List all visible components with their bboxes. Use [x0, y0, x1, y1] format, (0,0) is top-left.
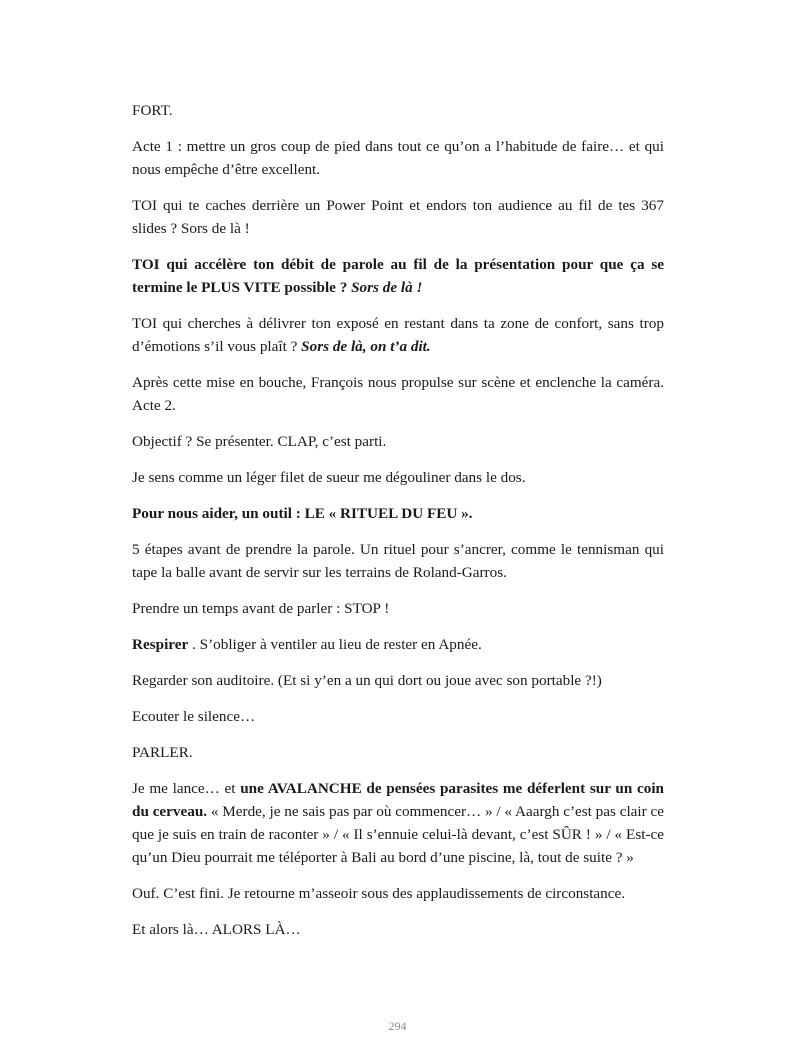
paragraph [132, 669, 664, 692]
text-segment: Pour nous aider, un outil : LE « RITUEL DU FEU ». [132, 505, 473, 522]
paragraph [132, 466, 664, 489]
text-segment: Prendre un temps avant de parler : STOP ! [132, 600, 390, 617]
paragraph [132, 430, 664, 453]
page-body [132, 99, 664, 954]
paragraph [132, 253, 664, 299]
text-segment: Ecouter le silence… [132, 708, 256, 725]
paragraph [132, 538, 664, 584]
paragraph [132, 597, 664, 620]
paragraph [132, 502, 664, 525]
text-segment: Sors de là, on t’a dit. [301, 338, 431, 355]
paragraph [132, 741, 664, 764]
text-segment: TOI qui cherches à délivrer ton exposé en restant dans ta zone de confort, sans trop d’émotions s’il vous plaît ? [132, 315, 664, 355]
text-segment: TOI qui te caches derrière un Power Point et endors ton audience au fil de tes 367 slides ? Sors de là ! [132, 197, 664, 237]
text-segment: Objectif ? Se présenter. CLAP, c’est parti. [132, 433, 387, 450]
paragraph [132, 777, 664, 869]
paragraph [132, 99, 664, 122]
paragraph [132, 194, 664, 240]
paragraph [132, 371, 664, 417]
text-segment: une AVALANCHE de pensées parasites me déferlent sur un coin du cerveau. [132, 780, 665, 820]
paragraph [132, 705, 664, 728]
paragraph [132, 633, 664, 656]
text-segment: Ouf. C’est fini. Je retourne m’asseoir sous des applaudissements de circonstance. [132, 885, 626, 902]
text-segment: Je me lance… et [132, 780, 241, 797]
text-segment: Regarder son auditoire. (Et si y’en a un qui dort ou joue avec son portable ?!) [132, 672, 602, 689]
text-segment: FORT. [132, 102, 173, 119]
text-segment: . S’obliger à ventiler au lieu de rester en Apnée. [188, 636, 482, 653]
page-number: 294 [388, 1019, 407, 1033]
paragraph [132, 918, 664, 941]
text-segment: Respirer [132, 636, 189, 653]
text-segment: Et alors là… ALORS LÀ… [132, 921, 301, 938]
text-segment: TOI qui accélère ton débit de parole au fil de la présentation pour que ça se termine le PLUS VITE possible ? [132, 256, 664, 296]
paragraph [132, 135, 664, 181]
text-segment: Après cette mise en bouche, François nous propulse sur scène et enclenche la caméra. Acte 2. [132, 374, 664, 414]
paragraph [132, 312, 664, 358]
text-segment: PARLER. [132, 744, 193, 761]
paragraph [132, 882, 664, 905]
text-segment: Sors de là ! [351, 279, 423, 296]
text-segment: Acte 1 : mettre un gros coup de pied dans tout ce qu’on a l’habitude de faire… et qui nous empêche d’être excellent. [132, 138, 664, 178]
text-segment: « Merde, je ne sais pas par où commencer… » / « Aaargh c’est pas clair ce que je suis en train de raconter » / « Il s’ennuie celui-là devant, c’est SÛR ! » / « Est-ce qu’un Dieu pourrait me téléporter à Bali au bord d’une piscine, là, tout de suite ? » [132, 803, 664, 866]
text-segment: 5 étapes avant de prendre la parole. Un rituel pour s’ancrer, comme le tennisman qui tape la balle avant de servir sur les terrains de Roland-Garros. [132, 541, 664, 581]
text-segment: Je sens comme un léger filet de sueur me dégouliner dans le dos. [132, 469, 526, 486]
